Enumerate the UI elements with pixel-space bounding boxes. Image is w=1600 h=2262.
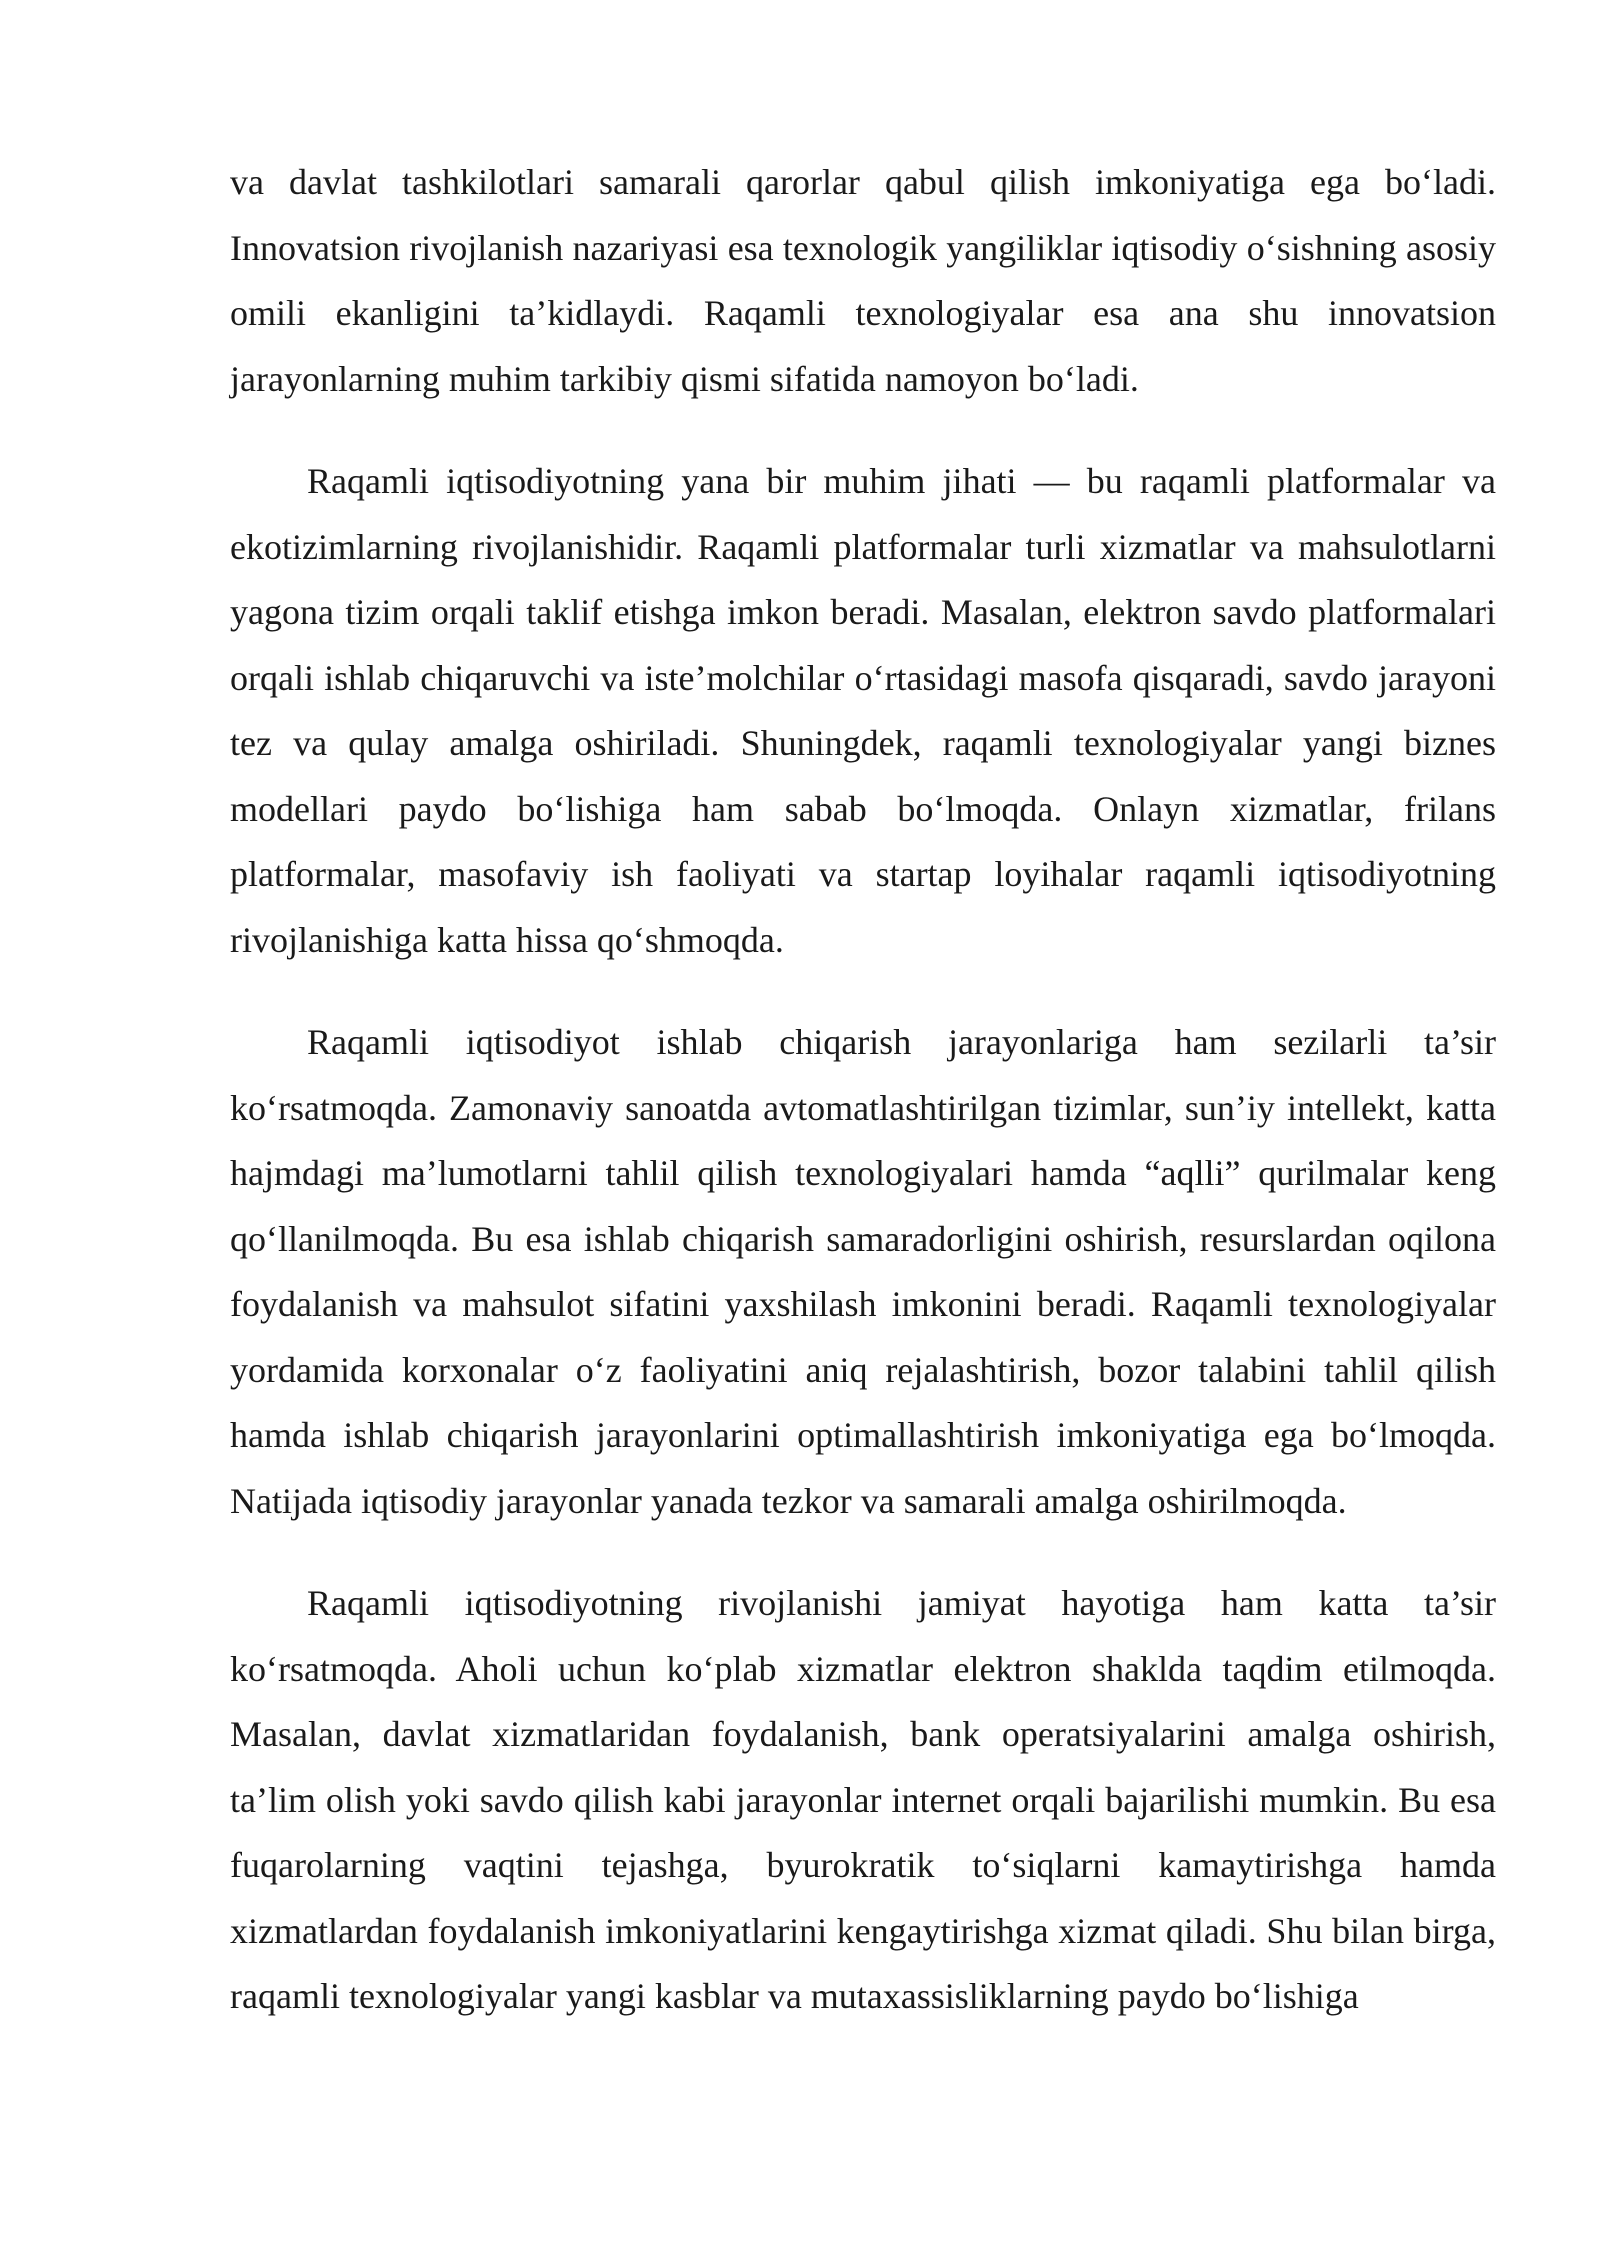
paragraph-4: Raqamli iqtisodiyotning rivojlanishi jamiyat hayotiga ham katta ta’sir ko‘rsatmoqda. Aholi uchun ko‘plab xizmatlar elektron shaklda taqdim etilmoqda. Masalan, davlat xizmatlaridan foydalanish, bank operatsiyalarini amalga oshirish, ta’lim olish yoki savdo qilish kabi jarayonlar internet orqali bajarilishi mumkin. Bu esa fuqarolarning vaqtini tejashga, byurokratik to‘siqlarni kamaytirishga hamda xizmatlardan foydalanish imkoniyatlarini kengaytirishga xizmat qiladi. Shu bilan birga, raqamli texnologiyalar yangi kasblar va mutaxassisliklarning paydo bo‘lishiga [230, 1583, 1496, 2016]
document-body [230, 150, 1496, 2067]
paragraph-3: Raqamli iqtisodiyot ishlab chiqarish jarayonlariga ham sezilarli ta’sir ko‘rsatmoqda. Zamonaviy sanoatda avtomatlashtirilgan tizimlar, sun’iy intellekt, katta hajmdagi ma’lumotlarni tahlil qilish texnologiyalari hamda “aqlli” qurilmalar keng qo‘llanilmoqda. Bu esa ishlab chiqarish samaradorligini oshirish, resurslardan oqilona foydalanish va mahsulot sifatini yaxshilash imkonini beradi. Raqamli texnologiyalar yordamida korxonalar o‘z faoliyatini aniq rejalashtirish, bozor talabini tahlil qilish hamda ishlab chiqarish jarayonlarini optimallashtirish imkoniyatiga ega bo‘lmoqda. Natijada iqtisodiy jarayonlar yanada tezkor va samarali amalga oshirilmoqda. [230, 1022, 1496, 1521]
paragraph-1: va davlat tashkilotlari samarali qarorlar qabul qilish imkoniyatiga ega bo‘ladi. Innovatsion rivojlanish nazariyasi esa texnologik yangiliklar iqtisodiy o‘sishning asosiy omili ekanligini ta’kidlaydi. Raqamli texnologiyalar esa ana shu innovatsion jarayonlarning muhim tarkibiy qismi sifatida namoyon bo‘ladi. [230, 162, 1496, 399]
paragraph-2: Raqamli iqtisodiyotning yana bir muhim jihati — bu raqamli platformalar va ekotizimlarning rivojlanishidir. Raqamli platformalar turli xizmatlar va mahsulotlarni yagona tizim orqali taklif etishga imkon beradi. Masalan, elektron savdo platformalari orqali ishlab chiqaruvchi va iste’molchilar o‘rtasidagi masofa qisqaradi, savdo jarayoni tez va qulay amalga oshiriladi. Shuningdek, raqamli texnologiyalar yangi biznes modellari paydo bo‘lishiga ham sabab bo‘lmoqda. Onlayn xizmatlar, frilans platformalar, masofaviy ish faoliyati va startap loyihalar raqamli iqtisodiyotning rivojlanishiga katta hissa qo‘shmoqda. [230, 461, 1496, 960]
